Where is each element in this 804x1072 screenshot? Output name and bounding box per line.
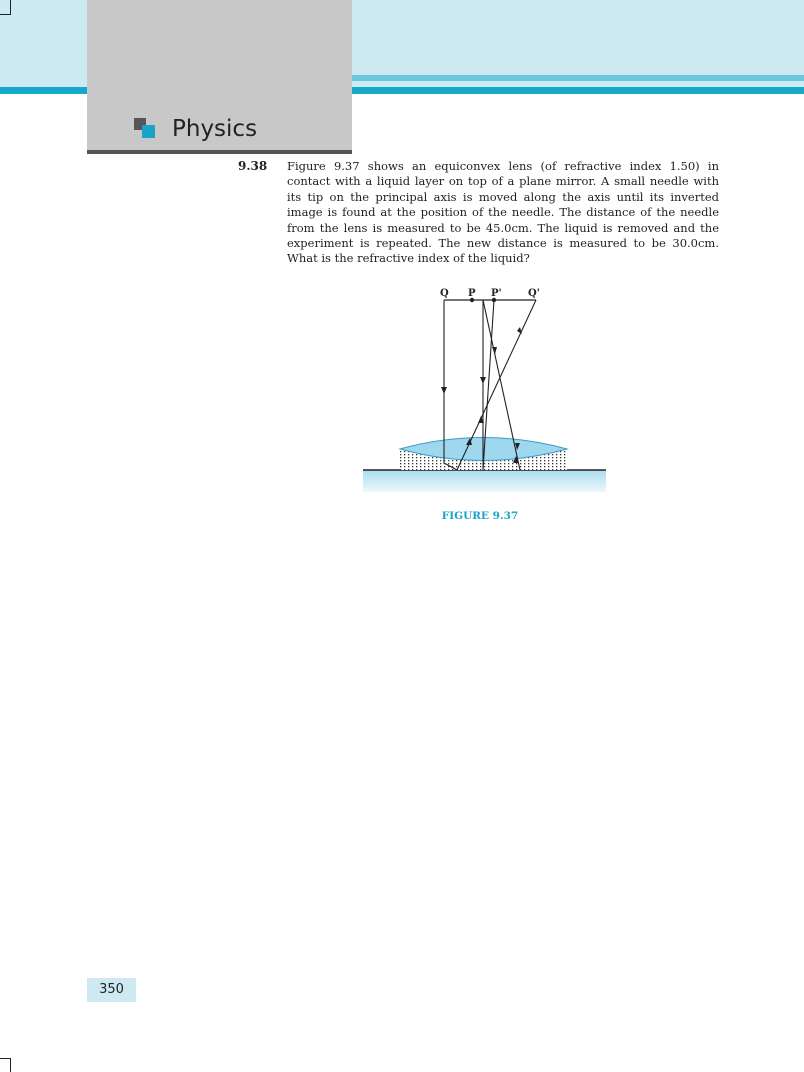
label-q: Q [440, 288, 449, 299]
figure-caption: FIGURE 9.37 [441, 510, 519, 522]
label-p-prime: P' [491, 288, 502, 299]
question-text: Figure 9.37 shows an equiconvex lens (of refractive index 1.50) in contact with a liquid layer on top of a plane mirror. A small needle with its tip on the principal axis is moved along the axis until its inverted image is found at the position of the needle. The distance of the needle from the lens is measured to be 45.0cm. The liquid is removed and the experiment is repeated. The new distance is measured to be 30.0cm. What is the refractive index of the liquid? [287, 159, 719, 266]
crop-mark-top-left [0, 0, 11, 15]
subject-title: Physics [172, 116, 258, 142]
two-squares-icon [134, 118, 158, 140]
subject-header [134, 114, 257, 144]
lens-mirror-diagram [360, 283, 610, 493]
label-p: P [468, 288, 476, 299]
label-q-prime: Q' [528, 288, 540, 299]
page-number-box [87, 978, 136, 1002]
crop-mark-bottom-left [0, 1058, 11, 1072]
question-number: 9.38 [238, 159, 268, 173]
plane-mirror [363, 470, 606, 492]
page-number: 350 [99, 982, 124, 997]
header-stripe-light [352, 75, 804, 81]
chapter-tab-underline [87, 150, 352, 154]
